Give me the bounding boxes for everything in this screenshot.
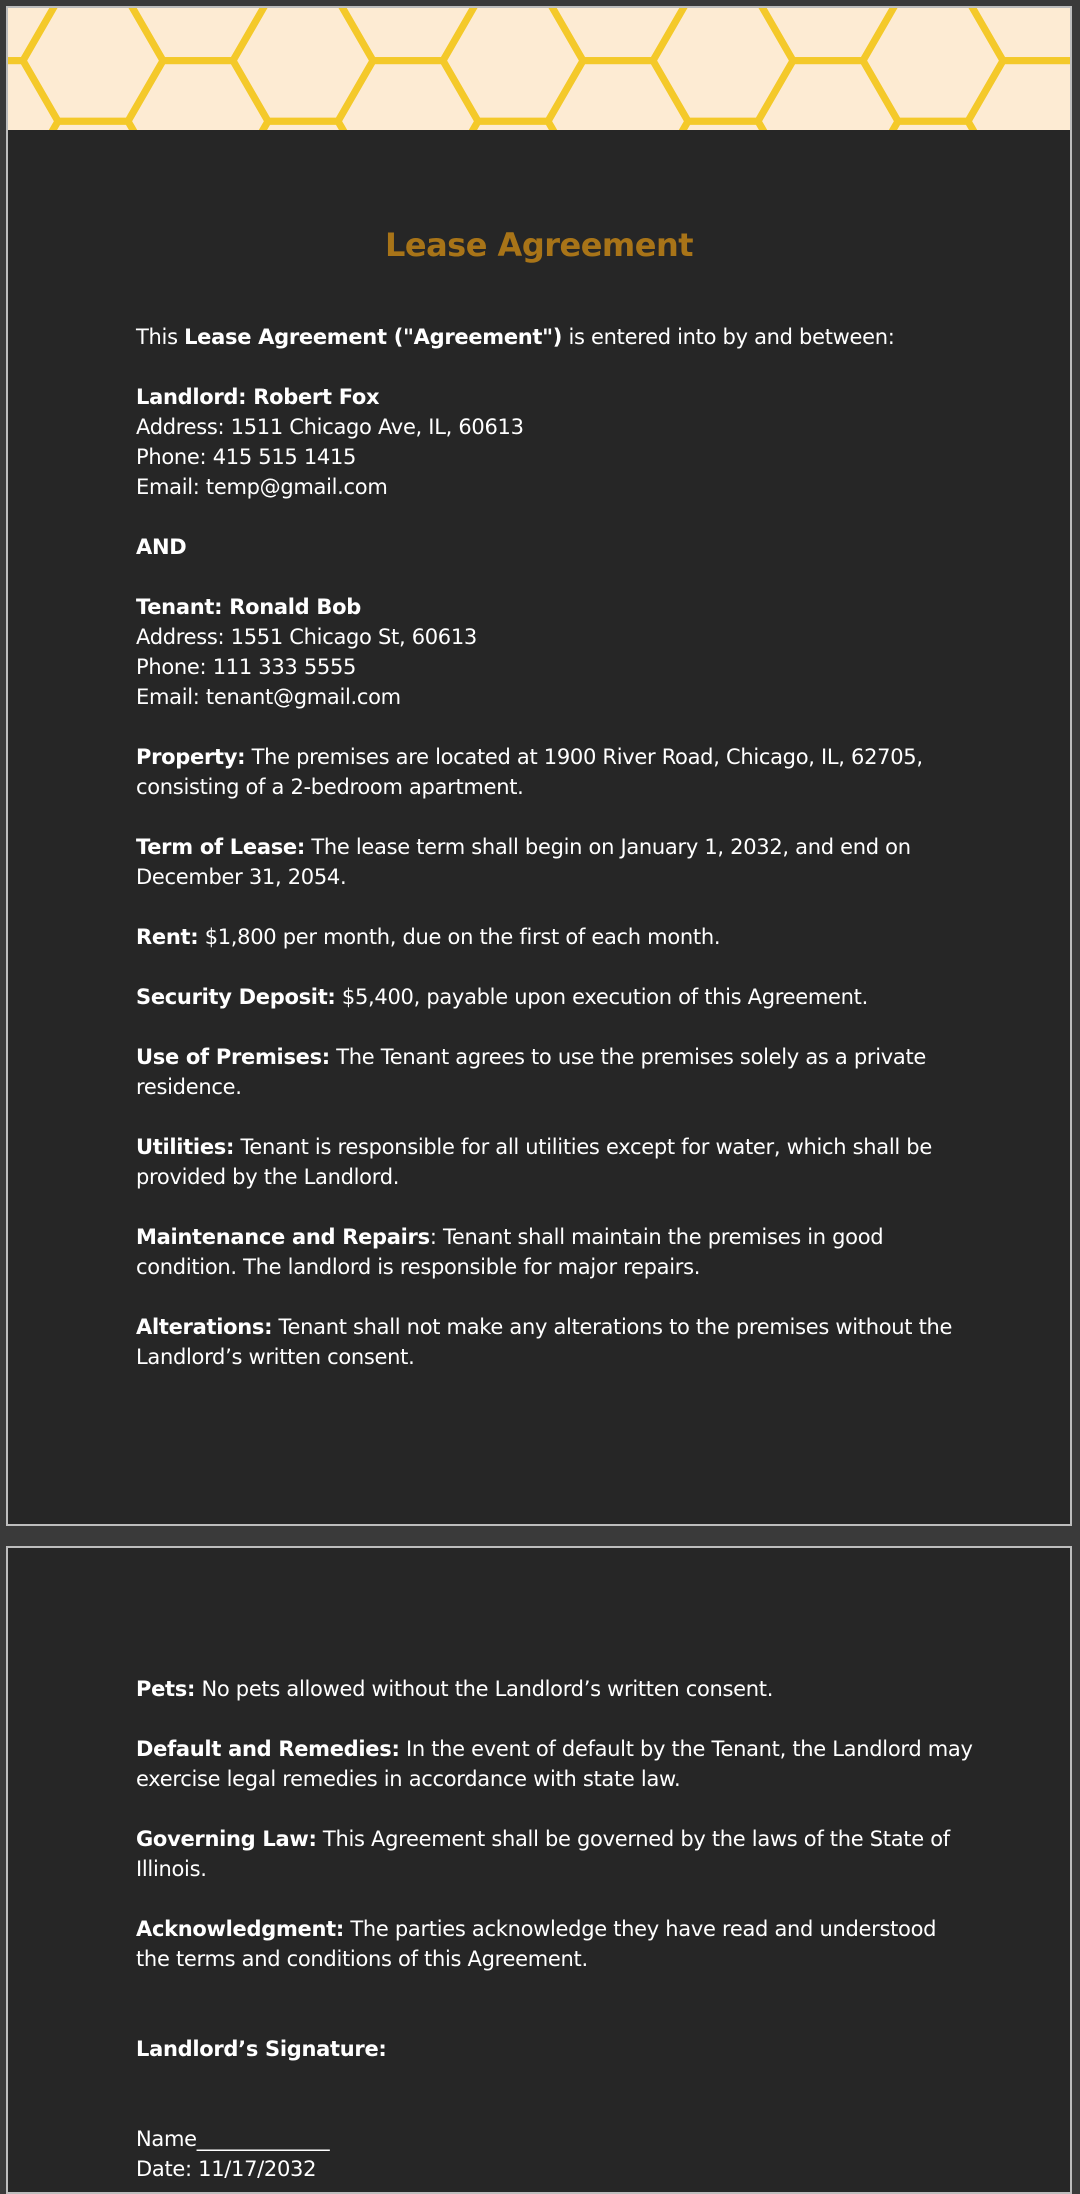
landlord-heading: Landlord: Robert Fox bbox=[136, 385, 380, 409]
clause-acknowledgment bbox=[136, 1914, 976, 1974]
clause-label: Utilities: bbox=[136, 1135, 235, 1159]
clause-text: $1,800 per month, due on the first of each month. bbox=[198, 925, 721, 949]
honeycomb-background bbox=[8, 8, 1070, 130]
tenant-phone: Phone: 111 333 5555 bbox=[136, 655, 357, 679]
and-label: AND bbox=[136, 535, 187, 559]
signature-heading-block bbox=[136, 2034, 976, 2064]
clause-label: Use of Premises: bbox=[136, 1045, 330, 1069]
landlord-block bbox=[136, 382, 976, 502]
clause-text: The Tenant agrees to use the premises solely as a private residence. bbox=[136, 1045, 926, 1099]
clause-label: Security Deposit: bbox=[136, 985, 336, 1009]
clause-label: Term of Lease: bbox=[136, 835, 305, 859]
signature-fields bbox=[136, 2124, 976, 2184]
tenant-email: Email: tenant@gmail.com bbox=[136, 685, 401, 709]
clause-security-deposit bbox=[136, 982, 976, 1012]
honeycomb-header-graphic bbox=[8, 8, 1070, 130]
and-separator bbox=[136, 532, 976, 562]
intro-prefix: This bbox=[136, 325, 185, 349]
clause-text: In the event of default by the Tenant, the Landlord may exercise legal remedies in accordance with state law. bbox=[136, 1737, 973, 1791]
clause-text: This Agreement shall be governed by the laws of the State of Illinois. bbox=[136, 1827, 950, 1881]
signature-heading: Landlord’s Signature: bbox=[136, 2037, 387, 2061]
clause-text: No pets allowed without the Landlord’s written consent. bbox=[195, 1677, 774, 1701]
clause-label: Maintenance and Repairs bbox=[136, 1225, 430, 1249]
clause-label: Governing Law: bbox=[136, 1827, 317, 1851]
clause-text: Tenant shall not make any alterations to the premises without the Landlord’s written consent. bbox=[136, 1315, 953, 1369]
clause-property bbox=[136, 742, 976, 802]
clause-label: Alterations: bbox=[136, 1315, 273, 1339]
clause-label: Pets: bbox=[136, 1677, 196, 1701]
document-page-2 bbox=[6, 1546, 1072, 2194]
clause-text: The premises are located at 1900 River Road, Chicago, IL, 62705, consisting of a 2-bedroom apartment. bbox=[136, 745, 923, 799]
clause-utilities bbox=[136, 1132, 976, 1192]
landlord-address: Address: 1511 Chicago Ave, IL, 60613 bbox=[136, 415, 524, 439]
landlord-phone: Phone: 415 515 1415 bbox=[136, 445, 357, 469]
page-1-content bbox=[136, 322, 976, 1402]
clause-text: The parties acknowledge they have read and understood the terms and conditions of this Agreement. bbox=[136, 1917, 937, 1971]
spacer bbox=[136, 2004, 976, 2034]
clause-text: : Tenant shall maintain the premises in good condition. The landlord is responsible for major repairs. bbox=[136, 1225, 884, 1279]
document-page-1 bbox=[6, 6, 1072, 1526]
document-title: Lease Agreement bbox=[384, 226, 694, 264]
tenant-block bbox=[136, 592, 976, 712]
clause-text: The lease term shall begin on January 1, 2032, and end on December 31, 2054. bbox=[136, 835, 911, 889]
clause-label: Default and Remedies: bbox=[136, 1737, 400, 1761]
clause-text: Tenant is responsible for all utilities except for water, which shall be provided by the Landlord. bbox=[136, 1135, 932, 1189]
clause-label: Property: bbox=[136, 745, 246, 769]
signature-name-line: Name_____________ bbox=[136, 2127, 330, 2151]
spacer bbox=[136, 2094, 976, 2124]
page-2-content bbox=[136, 1674, 976, 2194]
tenant-heading: Tenant: Ronald Bob bbox=[136, 595, 361, 619]
clause-pets bbox=[136, 1674, 976, 1704]
clause-text: $5,400, payable upon execution of this Agreement. bbox=[335, 985, 868, 1009]
clause-use-of-premises bbox=[136, 1042, 976, 1102]
intro-bold: Lease Agreement ("Agreement") bbox=[184, 325, 563, 349]
clause-maintenance bbox=[136, 1222, 976, 1282]
landlord-email: Email: temp@gmail.com bbox=[136, 475, 388, 499]
clause-governing-law bbox=[136, 1824, 976, 1884]
intro-paragraph bbox=[136, 322, 976, 352]
clause-label: Rent: bbox=[136, 925, 199, 949]
clause-label: Acknowledgment: bbox=[136, 1917, 344, 1941]
clause-rent bbox=[136, 922, 976, 952]
clause-default-remedies bbox=[136, 1734, 976, 1794]
tenant-address: Address: 1551 Chicago St, 60613 bbox=[136, 625, 477, 649]
clause-term-of-lease bbox=[136, 832, 976, 892]
intro-suffix: is entered into by and between: bbox=[562, 325, 895, 349]
signature-date: Date: 11/17/2032 bbox=[136, 2157, 317, 2181]
clause-alterations bbox=[136, 1312, 976, 1372]
